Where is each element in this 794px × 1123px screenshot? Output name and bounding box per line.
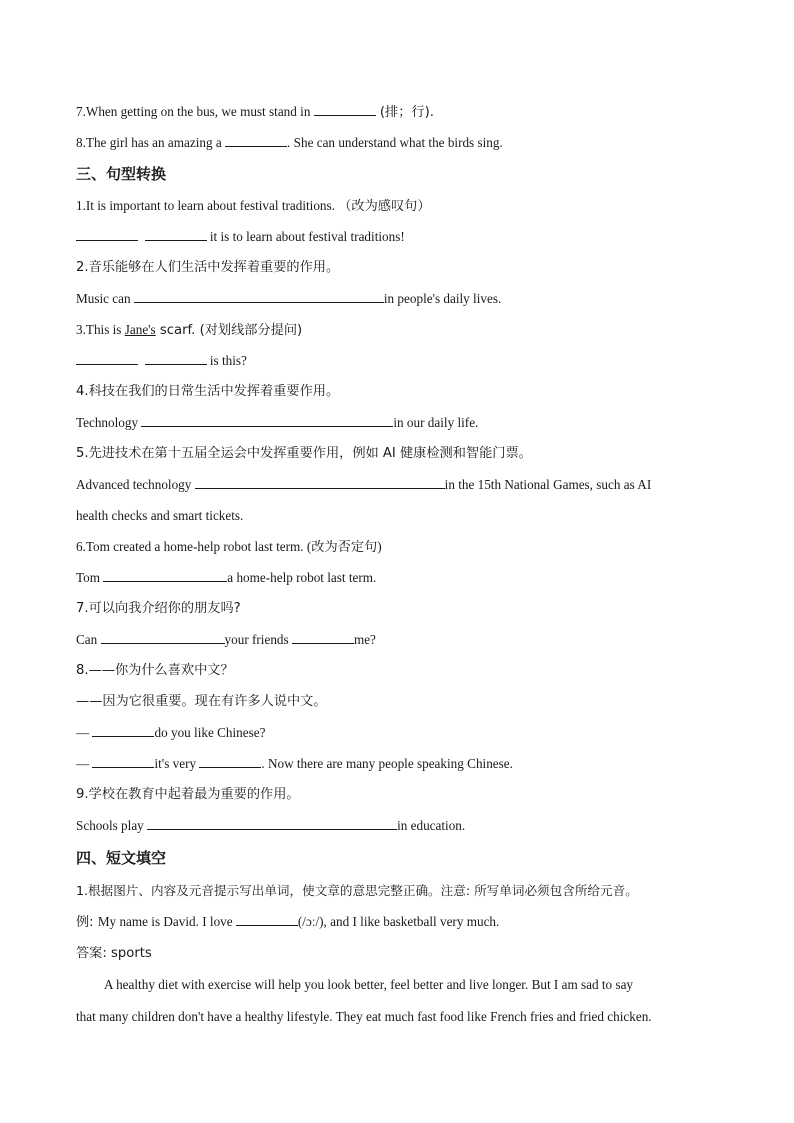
s3-q4-prompt: 4.科技在我们的日常生活中发挥着重要作用。 <box>76 384 340 399</box>
s3-q8-prompt-1: 8.——你为什么喜欢中文？ <box>76 663 234 678</box>
answer-blank[interactable] <box>101 631 225 644</box>
passage-line-1: A healthy diet with exercise will help you look better, feel better and live longer. But I am sad to say <box>104 977 634 992</box>
answer-blank[interactable] <box>314 103 376 116</box>
s3-q5-prompt: 5.先进技术在第十五届全运会中发挥重要作用，例如 AI 健康检测和智能门票。 <box>76 446 532 461</box>
answer-blank <box>236 913 298 926</box>
s4-instruction: 1.根据图片、内容及元音提示写出单词，使文章的意思完整正确。注意: 所写单词必须包含所给元音。 <box>76 883 638 898</box>
s2-question-7: 7.When getting on the bus, we must stand in (排；行). <box>76 104 434 120</box>
answer-blank[interactable] <box>145 228 207 241</box>
answer-blank[interactable] <box>92 724 154 737</box>
s3-q6-answer: Tom a home-help robot last term. <box>76 570 377 585</box>
answer-blank[interactable] <box>92 755 154 768</box>
s3-q2-prompt: 2.音乐能够在人们生活中发挥着重要的作用。 <box>76 260 340 275</box>
answer-blank[interactable] <box>76 352 138 365</box>
answer-blank[interactable] <box>199 755 261 768</box>
passage-line-2: that many children don't have a healthy lifestyle. They eat much fast food like French fries and fried chicken. <box>76 1009 652 1024</box>
s3-q5-continuation: health checks and smart tickets. <box>76 508 244 523</box>
s3-q7-prompt: 7.可以向我介绍你的朋友吗? <box>76 601 241 616</box>
s3-q3-text: 3.This is Jane's scarf. (对划线部分提问) <box>76 322 303 338</box>
s3-q7-answer: Can your friends me? <box>76 632 376 647</box>
answer-blank[interactable] <box>145 352 207 365</box>
s3-q1-text: 1.It is important to learn about festival traditions. （改为感叹句） <box>76 198 431 213</box>
section-4-heading: 四、短文填空 <box>76 849 167 867</box>
answer-blank[interactable] <box>225 134 287 147</box>
s2-question-8: 8.The girl has an amazing a . She can understand what the birds sing. <box>76 135 503 150</box>
s3-q8-answer-b: — it's very . Now there are many people speaking Chinese. <box>76 756 513 771</box>
s3-q8-prompt-2: ——因为它很重要。现在有许多人说中文。 <box>76 694 327 709</box>
answer-blank[interactable] <box>292 631 354 644</box>
s3-q8-answer-a: — do you like Chinese? <box>76 725 266 740</box>
s3-q1-answer: it is to learn about festival traditions! <box>76 228 405 246</box>
s3-q5-answer: Advanced technology in the 15th National Games, such as AI <box>76 477 652 492</box>
s3-q6-text: 6.Tom created a home-help robot last term. (改为否定句) <box>76 539 382 554</box>
s3-q3-answer: is this? <box>76 352 247 370</box>
answer-blank[interactable] <box>76 228 138 241</box>
s3-q9-answer: Schools play in education. <box>76 818 466 833</box>
section-3-heading: 三、句型转换 <box>76 165 167 183</box>
s4-example: 例: My name is David. I love (/ɔː/), and I like basketball very much. <box>76 914 500 930</box>
answer-blank[interactable] <box>141 414 393 427</box>
answer-blank[interactable] <box>195 476 445 489</box>
answer-blank[interactable] <box>134 290 384 303</box>
answer-blank[interactable] <box>103 569 227 582</box>
s3-q4-answer: Technology in our daily life. <box>76 415 479 430</box>
s3-q9-prompt: 9.学校在教育中起着最为重要的作用。 <box>76 787 300 802</box>
s3-q2-answer: Music can in people's daily lives. <box>76 291 502 306</box>
s4-example-answer: 答案: sports <box>76 946 152 961</box>
answer-blank[interactable] <box>147 817 397 830</box>
